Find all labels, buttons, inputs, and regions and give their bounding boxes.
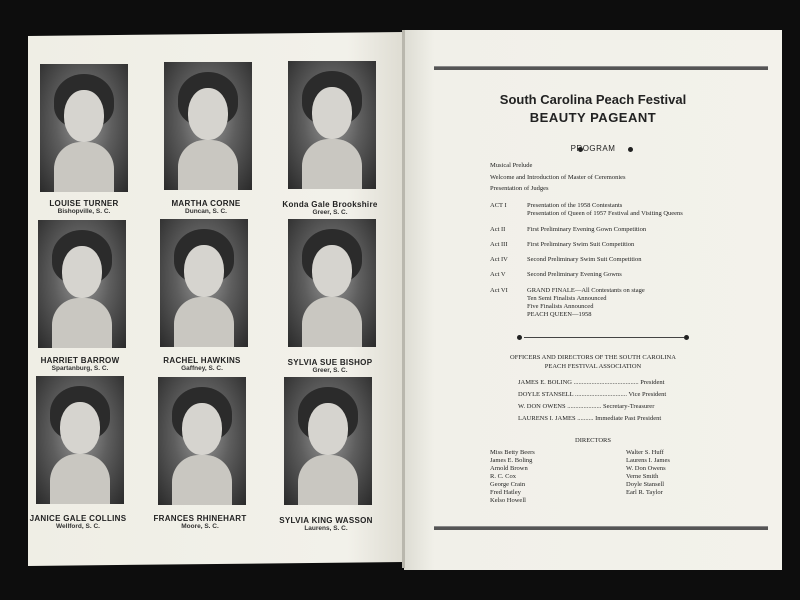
program-item: Welcome and Introduction of Master of Ceremonies: [490, 174, 626, 181]
contestant-name: RACHEL HAWKINS: [163, 356, 241, 365]
act-label: Act IV: [490, 256, 508, 263]
contestant-name: JANICE GALE COLLINS: [29, 514, 127, 523]
act-label: Act II: [490, 226, 506, 233]
contestant-town: Gaffney, S. C.: [181, 365, 223, 372]
contestant-town: Laurens, S. C.: [304, 525, 348, 532]
contestant-photo: [164, 62, 252, 190]
contestant-name: MARTHA CORNE: [171, 199, 241, 208]
middle-rule: [524, 337, 684, 338]
ornament-dot: [517, 335, 522, 340]
contestant-photo: [288, 61, 376, 189]
festival-title: South Carolina Peach Festival: [499, 92, 687, 107]
contestant-name: LOUISE TURNER: [49, 199, 119, 208]
officer-row: W. DON OWENS ..................... Secretary-Treasurer: [518, 403, 655, 410]
ornament-dot: [684, 335, 689, 340]
bottom-rule: [434, 526, 768, 530]
program-item: Presentation of Judges: [490, 185, 549, 192]
program-heading: PROGRAM: [570, 144, 616, 153]
contestant-name: Konda Gale Brookshire: [282, 200, 378, 209]
program-item: Musical Prelude: [490, 162, 533, 169]
directors-heading: DIRECTORS: [575, 437, 611, 444]
contestant-photo: [40, 64, 128, 192]
officer-row: LAURENS I. JAMES .......... Immediate Past President: [518, 415, 662, 422]
contestant-town: Duncan, S. C.: [185, 208, 227, 215]
act-description: Second Preliminary Evening Gowns: [527, 271, 622, 278]
contestant-town: Moore, S. C.: [181, 523, 219, 530]
act-description: First Preliminary Evening Gown Competition: [527, 226, 647, 233]
contestant-town: Greer, S. C.: [312, 209, 348, 216]
directors-col-1: Miss Betty Beers James E. Boling Arnold Brown R. C. Cox George Crain Fred Hatley Kelso Howell: [490, 449, 535, 504]
contestant-town: Wellford, S. C.: [56, 523, 100, 530]
officers-heading: OFFICERS AND DIRECTORS OF THE SOUTH CAROLINA: [510, 354, 676, 361]
officer-row: DOYLE STANSELL ................................ Vice President: [518, 391, 667, 398]
contestant-name: HARRIET BARROW: [40, 356, 120, 365]
contestant-photo: [158, 377, 246, 505]
contestant-photo: [38, 220, 126, 348]
contestant-photo: [36, 376, 124, 504]
contestant-photo: [160, 219, 248, 347]
contestant-town: Bishopville, S. C.: [57, 208, 111, 215]
act-label: Act VI: [490, 287, 508, 294]
pageant-title: BEAUTY PAGEANT: [529, 110, 657, 125]
contestant-name: FRANCES RHINEHART: [153, 514, 247, 523]
act-description: GRAND FINALE—All Contestants on stage Ten Semi Finalists Announced Five Finalists Announced PEACH QUEEN—1958: [527, 287, 645, 318]
act-description: First Preliminary Swim Suit Competition: [527, 241, 635, 248]
officer-row: JAMES E. BOLING ........................................ President: [518, 379, 665, 386]
contestant-photo: [284, 377, 372, 505]
act-label: Act III: [490, 241, 508, 248]
officers-heading-sub: PEACH FESTIVAL ASSOCIATION: [544, 363, 642, 370]
top-rule: [434, 66, 768, 70]
contestant-photo: [288, 219, 376, 347]
act-description: Second Preliminary Swim Suit Competition: [527, 256, 642, 263]
contestant-town: Spartanburg, S. C.: [51, 365, 109, 372]
act-label: ACT I: [490, 202, 507, 209]
contestant-town: Greer, S. C.: [312, 367, 348, 374]
contestant-name: SYLVIA SUE BISHOP: [287, 358, 373, 367]
act-description: Presentation of the 1958 Contestants Presentation of Queen of 1957 Festival and Visiting Queens: [527, 202, 683, 217]
contestant-name: SYLVIA KING WASSON: [279, 516, 373, 525]
directors-col-2: Walter S. Huff Laurens I. James W. Don Owens Verne Smith Doyle Stansell Earl R. Taylor: [626, 449, 670, 496]
act-label: Act V: [490, 271, 506, 278]
ornament-dot: [628, 147, 633, 152]
